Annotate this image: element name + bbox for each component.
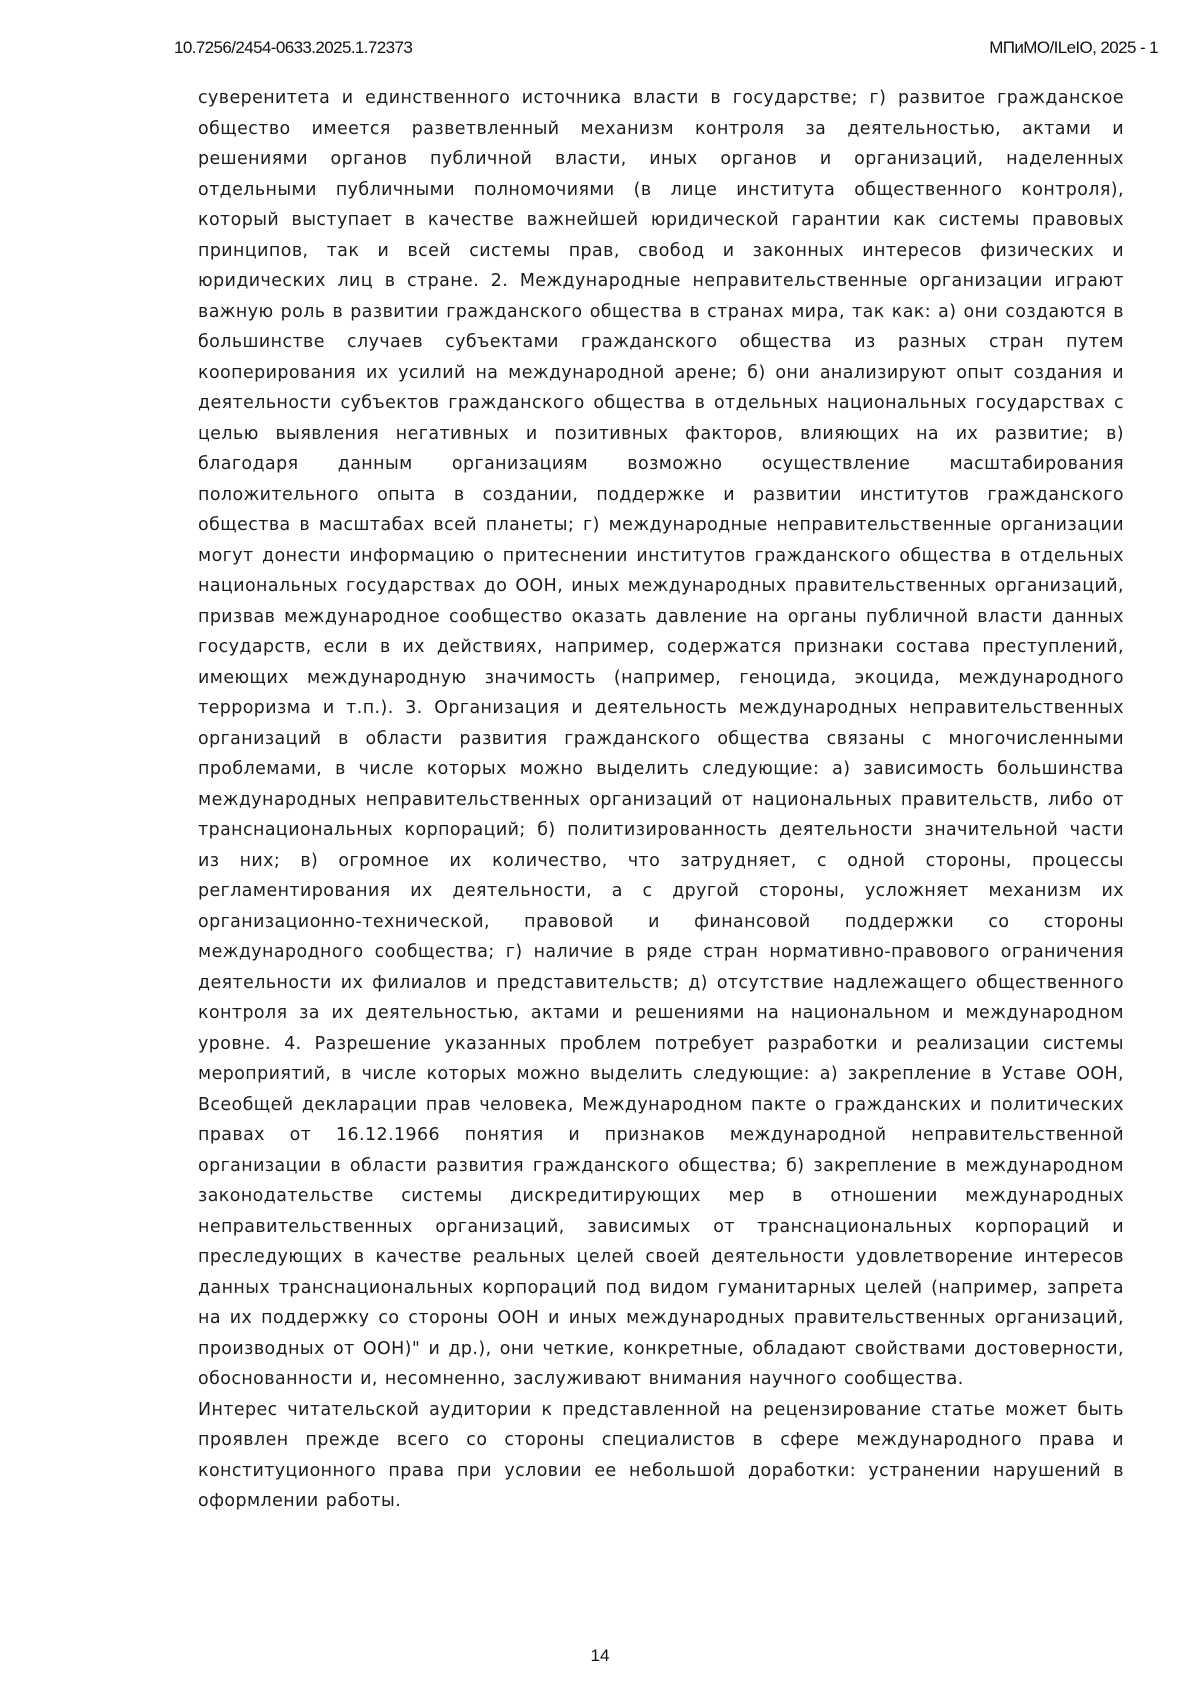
- document-body: [198, 83, 1124, 1517]
- body-paragraph: Интерес читательской аудитории к представленной на рецензирование статье может быть проявлен прежде всего со стороны специалистов в сфере международного права и конституционного права при условии ее небольшой доработки: устранении нарушений в оформлении работы.: [198, 1399, 1124, 1511]
- page-header: [174, 38, 1158, 62]
- journal-label: МПиМО/ILeIO, 2025 - 1: [989, 38, 1158, 57]
- doi-label: 10.7256/2454-0633.2025.1.72373: [174, 38, 413, 57]
- page-number: 14: [590, 1646, 610, 1665]
- body-paragraph: суверенитета и единственного источника власти в государстве; г) развитое гражданское общество имеется разветвленный механизм контроля за деятельностью, актами и решениями органов публичной власти, иных органов и организаций, наделенных отдельными публичными полномочиями (в лице института общественного контроля), который выступает в качестве важнейшей юридической гарантии как системы правовых принципов, так и всей системы прав, свобод и законных интересов физических и юридических лиц в стране. 2. Международные неправительственные организации играют важную роль в развитии гражданского общества в странах мира, так как: а) они создаются в большинстве случаев субъектами гражданского общества из разных стран путем кооперирования их усилий на международной арене; б) они анализируют опыт создания и деятельности субъектов гражданского общества в отдельных национальных государствах с целью выявления негативных и позитивных факторов, влияющих на их развитие; в) благодаря данным организациям возможно осуществление масштабирования положительного опыта в создании, поддержке и развитии институтов гражданского общества в масштабах всей планеты; г) международные неправительственные организации могут донести информацию о притеснении институтов гражданского общества в отдельных национальных государствах до ООН, иных международных правительственных организаций, призвав международное сообщество оказать давление на органы публичной власти данных государств, если в их действиях, например, содержатся признаки состава преступлений, имеющих международную значимость (например, геноцида, экоцида, международного терроризма и т.п.). 3. Организация и деятельность международных неправительственных организаций в области развития гражданского общества связаны с многочисленными проблемами, в числе которых можно выделить следующие: а) зависимость большинства международных неправительственных организаций от национальных правительств, либо от транснациональных корпораций; б) политизированность деятельности значительной части из них; в) огромное их количество, что затрудняет, с одной стороны, процессы регламентирования их деятельности, а с другой стороны, усложняет механизм их организационно-технической, правовой и финансовой поддержки со стороны международного сообщества; г) наличие в ряде стран нормативно-правового ограничения деятельности их филиалов и представительств; д) отсутствие надлежащего общественного контроля за их деятельностью, актами и решениями на национальном и международном уровне. 4. Разрешение указанных проблем потребует разработки и реализации системы мероприятий, в числе которых можно выделить следующие: а) закрепление в Уставе ООН, Всеобщей декларации прав человека, Международном пакте о гражданских и политических правах от 16.12.1966 понятия и признаков международной неправительственной организации в области развития гражданского общества; б) закрепление в международном законодательстве системы дискредитирующих мер в отношении международных неправительственных организаций, зависимых от транснациональных корпораций и преследующих в качестве реальных целей своей деятельности удовлетворение интересов данных транснациональных корпораций под видом гуманитарных целей (например, запрета на их поддержку со стороны ООН и иных международных правительственных организаций, производных от ООН)" и др.), они четкие, конкретные, обладают свойствами достоверности, обоснованности и, несомненно, заслуживают внимания научного сообщества.: [198, 88, 1124, 1389]
